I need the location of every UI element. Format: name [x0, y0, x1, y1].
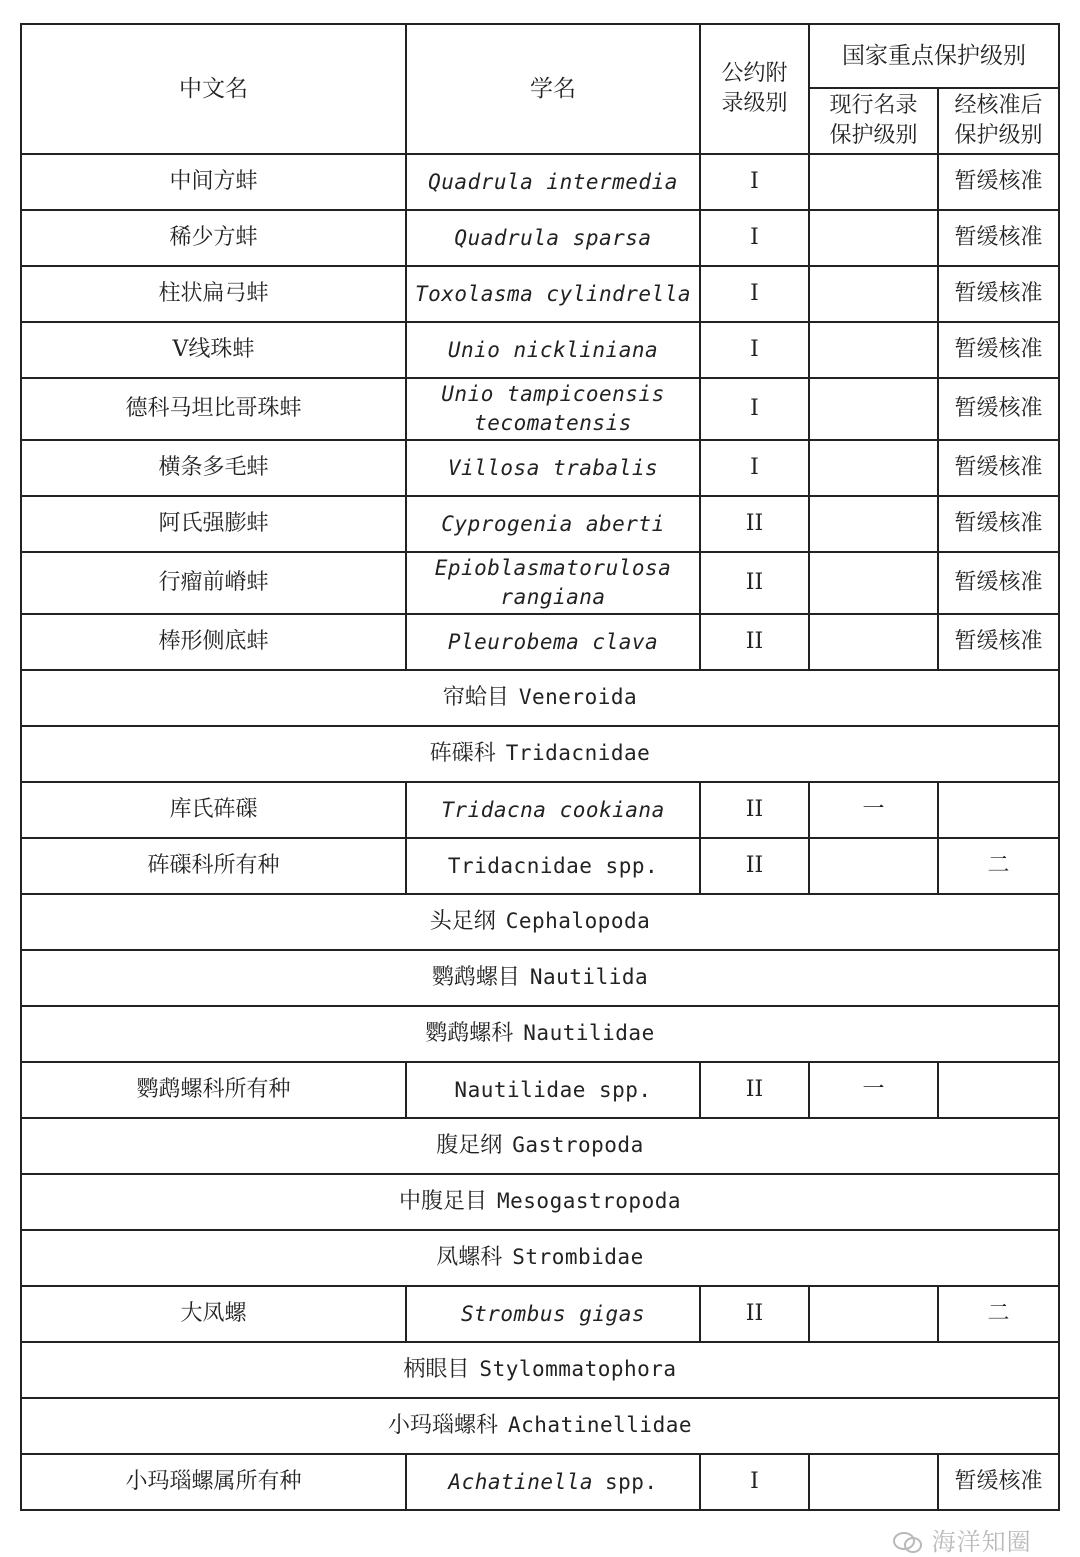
group-latin: Tridacnidae	[505, 741, 651, 766]
group-latin: Achatinellidae	[508, 1413, 693, 1438]
scientific-name-text: Nautilidae spp.	[454, 1077, 652, 1102]
group-cn: 小玛瑙螺科	[387, 1413, 498, 1439]
cell-approved-level: 暂缓核准	[938, 1454, 1059, 1510]
cell-chinese-name: 鹦鹉螺科所有种	[21, 1062, 406, 1118]
group-cn: 帘蛤目	[442, 685, 509, 711]
cell-chinese-name: 横条多毛蚌	[21, 440, 406, 496]
scientific-name-text: Toxolasma cylindrella	[414, 281, 691, 306]
cell-chinese-name: 行瘤前嵴蚌	[21, 552, 406, 614]
scientific-name-text: Unio nickliniana	[447, 337, 659, 362]
group-cn: 鹦鹉螺科	[425, 1021, 514, 1047]
group-cn: 头足纲	[429, 909, 496, 935]
taxon-group-cell	[21, 1006, 1059, 1062]
header-chinese-name: 中文名	[21, 24, 406, 154]
cell-appendix-level: I	[700, 1454, 809, 1510]
cell-approved-level	[938, 782, 1059, 838]
cell-current-level	[809, 496, 938, 552]
cell-chinese-name: 阿氏强膨蚌	[21, 496, 406, 552]
scientific-name-text: Pleurobema clava	[447, 629, 659, 654]
group-latin: Veneroida	[518, 685, 638, 710]
cell-approved-level	[938, 1062, 1059, 1118]
table-row	[21, 1062, 1059, 1118]
taxon-group-cell	[21, 950, 1059, 1006]
cell-scientific-name	[406, 322, 700, 378]
cell-scientific-name	[406, 1062, 700, 1118]
cell-chinese-name: 大凤螺	[21, 1286, 406, 1342]
taxon-group-row	[21, 1118, 1059, 1174]
watermark-text: 海洋知圈	[931, 1528, 1032, 1556]
taxon-group-cell	[21, 1174, 1059, 1230]
cell-approved-level: 暂缓核准	[938, 614, 1059, 670]
scientific-name-text: Villosa trabalis	[447, 455, 659, 480]
taxon-group-row	[21, 1174, 1059, 1230]
cell-scientific-name	[406, 552, 700, 614]
cell-current-level	[809, 266, 938, 322]
cell-current-level	[809, 552, 938, 614]
taxon-group-row	[21, 726, 1059, 782]
taxon-group-row	[21, 1398, 1059, 1454]
cell-approved-level: 暂缓核准	[938, 552, 1059, 614]
watermark	[893, 1522, 1032, 1557]
scientific-name-text: Unio tampicoensis tecomatensis	[441, 381, 665, 435]
group-cn: 腹足纲	[436, 1133, 503, 1159]
cell-approved-level: 暂缓核准	[938, 496, 1059, 552]
cell-current-level	[809, 1454, 938, 1510]
scientific-name-text: Quadrula intermedia	[428, 169, 678, 194]
header-appendix-level: 公约附录级别	[700, 24, 809, 154]
cell-appendix-level: I	[700, 210, 809, 266]
scientific-name-suffix: spp.	[605, 1469, 658, 1494]
cell-scientific-name	[406, 154, 700, 210]
cell-appendix-level: II	[700, 614, 809, 670]
group-latin: Strombidae	[512, 1245, 644, 1270]
cell-appendix-level: II	[700, 1286, 809, 1342]
scientific-name-text: Tridacnidae spp.	[447, 853, 659, 878]
cell-current-level: 一	[809, 782, 938, 838]
taxon-group-cell	[21, 726, 1059, 782]
taxon-group-row	[21, 1230, 1059, 1286]
cell-scientific-name	[406, 210, 700, 266]
cell-current-level	[809, 210, 938, 266]
cell-current-level	[809, 838, 938, 894]
table-row	[21, 440, 1059, 496]
table-row	[21, 266, 1059, 322]
table-row	[21, 1454, 1059, 1510]
species-protection-table	[20, 23, 1060, 1511]
table-row	[21, 614, 1059, 670]
cell-appendix-level: II	[700, 552, 809, 614]
header-after-approval: 经核准后保护级别	[938, 88, 1059, 154]
group-latin: Cephalopoda	[505, 909, 651, 934]
cell-current-level	[809, 440, 938, 496]
scientific-name-text: Cyprogenia aberti	[441, 511, 665, 536]
group-latin: Stylommatophora	[479, 1357, 677, 1382]
cell-scientific-name	[406, 378, 700, 440]
cell-appendix-level: I	[700, 378, 809, 440]
cell-scientific-name	[406, 496, 700, 552]
header-national-level: 国家重点保护级别	[809, 24, 1059, 88]
cell-appendix-level: II	[700, 838, 809, 894]
group-latin: Nautilida	[529, 965, 649, 990]
cell-chinese-name: 柱状扁弓蚌	[21, 266, 406, 322]
table-row	[21, 496, 1059, 552]
cell-scientific-name	[406, 1286, 700, 1342]
scientific-name-text: Quadrula sparsa	[454, 225, 652, 250]
table-row	[21, 154, 1059, 210]
taxon-group-cell	[21, 1398, 1059, 1454]
cell-chinese-name: 中间方蚌	[21, 154, 406, 210]
cell-scientific-name	[406, 614, 700, 670]
cell-appendix-level: I	[700, 322, 809, 378]
cell-approved-level: 二	[938, 838, 1059, 894]
taxon-group-cell	[21, 894, 1059, 950]
group-latin: Mesogastropoda	[497, 1189, 682, 1214]
cell-appendix-level: II	[700, 1062, 809, 1118]
table-row	[21, 782, 1059, 838]
cell-chinese-name: V线珠蚌	[21, 322, 406, 378]
scientific-name-text: Epioblasmatorulosa rangiana	[434, 555, 672, 609]
table-row	[21, 838, 1059, 894]
group-cn: 鹦鹉螺目	[431, 965, 520, 991]
taxon-group-cell	[21, 670, 1059, 726]
cell-current-level: 一	[809, 1062, 938, 1118]
cell-approved-level: 暂缓核准	[938, 266, 1059, 322]
cell-chinese-name: 稀少方蚌	[21, 210, 406, 266]
cell-appendix-level: II	[700, 782, 809, 838]
taxon-group-row	[21, 670, 1059, 726]
cell-chinese-name: 库氏砗磲	[21, 782, 406, 838]
table-row	[21, 552, 1059, 614]
group-cn: 柄眼目	[403, 1357, 470, 1383]
cell-current-level	[809, 154, 938, 210]
table-row	[21, 1286, 1059, 1342]
cell-appendix-level: II	[700, 496, 809, 552]
group-latin: Gastropoda	[512, 1133, 644, 1158]
cell-chinese-name: 德科马坦比哥珠蚌	[21, 378, 406, 440]
table-body	[21, 154, 1059, 1510]
cell-approved-level: 暂缓核准	[938, 378, 1059, 440]
cell-current-level	[809, 378, 938, 440]
taxon-group-row	[21, 1006, 1059, 1062]
table-row	[21, 378, 1059, 440]
cell-chinese-name: 砗磲科所有种	[21, 838, 406, 894]
header-current-list: 现行名录保护级别	[809, 88, 938, 154]
cell-appendix-level: I	[700, 266, 809, 322]
cell-current-level	[809, 1286, 938, 1342]
taxon-group-cell	[21, 1118, 1059, 1174]
group-cn: 凤螺科	[436, 1245, 503, 1271]
table-row	[21, 322, 1059, 378]
chat-bubble-icon	[893, 1532, 923, 1554]
header-scientific-name: 学名	[406, 24, 700, 154]
cell-scientific-name	[406, 782, 700, 838]
taxon-group-cell	[21, 1230, 1059, 1286]
group-cn: 砗磲科	[429, 741, 496, 767]
cell-approved-level: 暂缓核准	[938, 154, 1059, 210]
taxon-group-row	[21, 1342, 1059, 1398]
scientific-name-text: Achatinella	[448, 1469, 593, 1494]
cell-appendix-level: I	[700, 440, 809, 496]
group-latin: Nautilidae	[523, 1021, 655, 1046]
cell-chinese-name: 小玛瑙螺属所有种	[21, 1454, 406, 1510]
cell-scientific-name	[406, 440, 700, 496]
taxon-group-cell	[21, 1342, 1059, 1398]
taxon-group-row	[21, 894, 1059, 950]
taxon-group-row	[21, 950, 1059, 1006]
cell-current-level	[809, 322, 938, 378]
scientific-name-text: Tridacna cookiana	[441, 797, 665, 822]
cell-approved-level: 暂缓核准	[938, 210, 1059, 266]
cell-appendix-level: I	[700, 154, 809, 210]
scientific-name-text: Strombus gigas	[460, 1301, 645, 1326]
cell-scientific-name	[406, 838, 700, 894]
cell-approved-level: 暂缓核准	[938, 322, 1059, 378]
cell-approved-level: 二	[938, 1286, 1059, 1342]
cell-current-level	[809, 614, 938, 670]
cell-scientific-name	[406, 266, 700, 322]
table-row	[21, 210, 1059, 266]
cell-scientific-name	[406, 1454, 700, 1510]
cell-chinese-name: 棒形侧底蚌	[21, 614, 406, 670]
cell-approved-level: 暂缓核准	[938, 440, 1059, 496]
group-cn: 中腹足目	[398, 1189, 487, 1215]
